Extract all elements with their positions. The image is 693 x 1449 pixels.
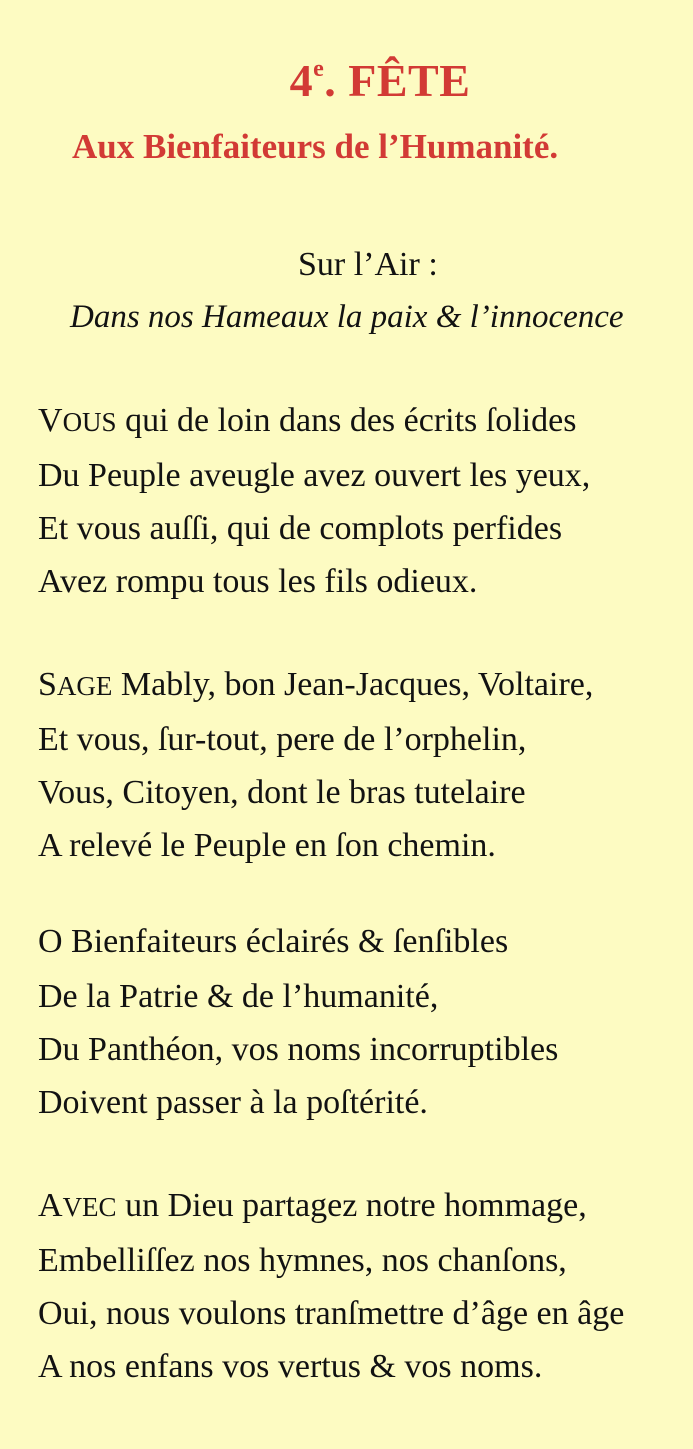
- verse-line: Du Peuple aveugle avez ouvert les yeux,: [38, 457, 591, 494]
- verse-line: A nos enfans vos vertus & vos noms.: [38, 1348, 543, 1385]
- verse-line: Embelliſſez nos hymnes, nos chanſons,: [38, 1242, 567, 1279]
- tune-title: Dans nos Hameaux la paix & l’innocence: [70, 299, 624, 335]
- stanza-2: [38, 658, 593, 872]
- fete-title: [0, 52, 693, 110]
- verse-line: Avez rompu tous les fils odieux.: [38, 563, 478, 600]
- verse-line: A relevé le Peuple en ſon chemin.: [38, 827, 496, 864]
- lead-smallcaps: AGE: [56, 671, 113, 701]
- tune-label: Sur l’Air :: [298, 246, 438, 283]
- verse-line: Et vous, ſur-tout, pere de l’orphelin,: [38, 721, 527, 758]
- verse-line-rest: qui de loin dans des écrits ſolides: [116, 402, 577, 439]
- verse-line: Vous, Citoyen, dont le bras tutelaire: [38, 774, 526, 811]
- stanza-1: [38, 394, 590, 608]
- verse-line-rest: O Bienfaiteurs éclairés & ſenſibles: [38, 923, 509, 960]
- stanza-4: [38, 1179, 624, 1393]
- stanza-3: [38, 915, 558, 1129]
- verse-line-rest: Mably, bon Jean-Jacques, Voltaire,: [112, 666, 594, 703]
- ordinal-suffix: e: [313, 56, 325, 82]
- verse-line-rest: un Dieu partagez notre hommage,: [116, 1187, 587, 1224]
- verse-line: Du Panthéon, vos noms incorruptibles: [38, 1031, 559, 1068]
- lead-initial: V: [38, 402, 63, 439]
- fete-number: 4: [289, 55, 314, 106]
- lead-initial: S: [38, 666, 57, 703]
- verse-line: [38, 658, 593, 713]
- verse-line: [38, 1179, 624, 1234]
- verse-line: [38, 915, 558, 970]
- verse-line: De la Patrie & de l’humanité,: [38, 978, 439, 1015]
- lead-initial: A: [38, 1187, 63, 1224]
- fete-subtitle: Aux Bienfaiteurs de l’Humanité.: [72, 127, 559, 166]
- lead-smallcaps: VEC: [62, 1192, 117, 1222]
- verse-line: Doivent passer à la poſtérité.: [38, 1084, 428, 1121]
- verse-line: Oui, nous voulons tranſmettre d’âge en âge: [38, 1295, 625, 1332]
- fete-title-text: . FÊTE: [324, 55, 471, 106]
- verse-line: Et vous auſſi, qui de complots perfides: [38, 510, 563, 547]
- lead-smallcaps: OUS: [62, 407, 117, 437]
- verse-line: [38, 394, 590, 449]
